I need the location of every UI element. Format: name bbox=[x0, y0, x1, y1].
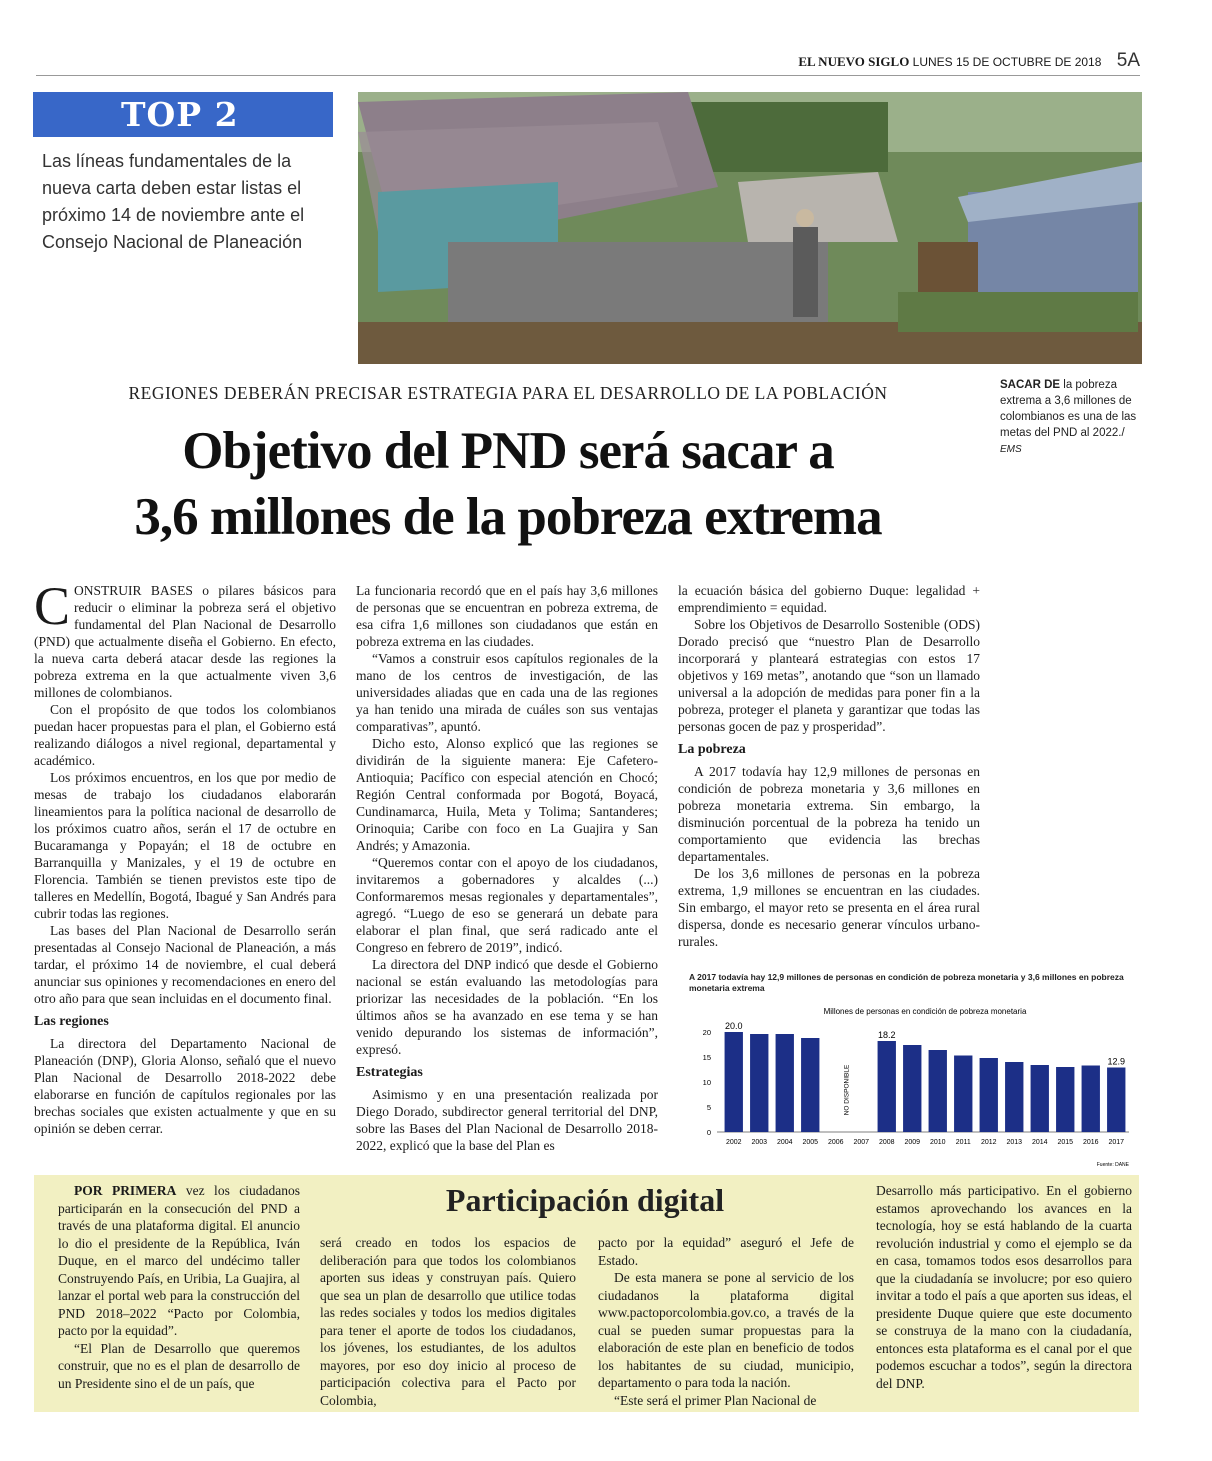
x-tick-label: 2016 bbox=[1082, 1139, 1099, 1146]
box-lead: POR PRIMERA bbox=[74, 1183, 177, 1198]
caption-lead: SACAR DE bbox=[1000, 379, 1061, 391]
article-photo bbox=[358, 92, 1142, 364]
paragraph: Desarrollo más participativo. En el gobierno estamos aprovechando los avances en la tecnología, hoy se está hablando de la cuarta revolución industrial y como el ejemplo se da en casa, tomamos todos esos desarrollos para que la ciudadanía se involucre; por eso quiero invitar a todo el país a que aporten sus ideas, el presidente Duque quiere que este documento se construya de la mano con la ciudadanía, entonces esta plataforma es el canal por el que podemos escuchar a todos”, según la directora del DNP. bbox=[876, 1183, 1132, 1391]
paragraph: Asimismo y en una presentación realizada por Diego Dorado, subdirector general territorial del DNP, sobre las Bases del Plan Nacional de Desarrollo 2018-2022, explicó que la base del Plan es bbox=[356, 1087, 658, 1153]
x-tick-label: 2006 bbox=[827, 1139, 844, 1146]
chart-source: Fuente: DANE bbox=[1096, 1162, 1129, 1168]
chart-subtitle: Millones de personas en condición de pobreza monetaria bbox=[823, 1007, 1027, 1016]
y-tick-label: 0 bbox=[706, 1128, 711, 1137]
poverty-chart bbox=[677, 970, 1143, 1175]
y-tick-label: 10 bbox=[702, 1078, 711, 1087]
x-tick-label: 2015 bbox=[1057, 1139, 1074, 1146]
bar-2011 bbox=[954, 1056, 972, 1133]
top-summary: Las líneas fundamentales de la nueva carta deben estar listas el próximo 14 de noviembre ante el Consejo Nacional de Planeación bbox=[42, 151, 305, 252]
bar-2010 bbox=[929, 1050, 947, 1132]
bar-2004 bbox=[776, 1034, 794, 1132]
box-column-3 bbox=[598, 1234, 854, 1409]
masthead bbox=[36, 50, 1140, 76]
missing-data-label: NO DISPONIBLE bbox=[843, 1064, 851, 1116]
caption-credit: EMS bbox=[1000, 444, 1022, 455]
poverty-bar-chart bbox=[677, 970, 1143, 1175]
paragraph: Sobre los Objetivos de Desarrollo Sostenible (ODS) Dorado precisó que “nuestro Plan de Desarrollo incorporará y planteará estrategias con estos 17 objetivos y 169 metas”, anotando que “son un llamado universal a la adopción de medidas para poner fin a la pobreza, proteger el planeta y garantizar que todas las personas gocen de paz y prosperidad”. bbox=[678, 617, 980, 734]
shanty-town-photo bbox=[358, 92, 1142, 364]
paragraph: La directora del Departamento Nacional de Planeación (DNP), Gloria Alonso, señaló que el nuevo Plan Nacional de Desarrollo 2018-2022 debe elaborarse en función de capítulos regionales por las brechas sociales que existen actualmente y que en su opinión se deben cerrar. bbox=[34, 1036, 336, 1136]
headline-line-1: Objetivo del PND será sacar a bbox=[182, 422, 834, 480]
page-number: 5A bbox=[1116, 50, 1140, 71]
bar-2002 bbox=[725, 1032, 743, 1132]
paragraph: será creado en todos los espacios de deliberación para que todos los colombianos aporten sus ideas y construyan país. Quiero que sea un plan de desarrollo que utilice todas las redes sociales y todos los medios digitales para tener el aporte de todos los ciudadanos, los jóvenes, los estudiantes, de los adultos mayores, por eso doy inicio al proceso de participación colectiva para el Pacto por Colombia, bbox=[320, 1235, 576, 1408]
y-tick-label: 20 bbox=[702, 1028, 711, 1037]
x-tick-label: 2005 bbox=[802, 1139, 819, 1146]
x-tick-label: 2017 bbox=[1108, 1139, 1125, 1146]
paragraph: Dicho esto, Alonso explicó que las regiones se dividirán de la siguiente manera: Eje Cafetero-Antioquia; Pacífico con especial atención en Chocó; Región Central conformada por Bogotá, Boyacá, Cundinamarca, Huila, Meta y Tolima; Santanderes; Orinoquia; Caribe con foco en La Guajira y San Andrés; y Amazonia. bbox=[356, 736, 658, 853]
article-column-1 bbox=[34, 576, 336, 1137]
chart-heading: A 2017 todavía hay 12,9 millones de personas en condición de pobreza monetaria y 3,6 millones en pobreza monetaria extrema bbox=[689, 972, 1124, 993]
subheading: La pobreza bbox=[678, 742, 746, 757]
x-tick-label: 2003 bbox=[751, 1139, 768, 1146]
x-tick-label: 2013 bbox=[1006, 1139, 1023, 1146]
paragraph: Con el propósito de que todos los colombianos puedan hacer propuestas para el plan, el Gobierno está realizando diálogos a nivel regional, departamental y académico. bbox=[34, 702, 336, 768]
top-banner: TOP 2 bbox=[33, 92, 333, 137]
paragraph: “Queremos contar con el apoyo de los ciudadanos, invitaremos a gobernadores y alcaldes (...) Conformaremos mesas regionales y departamentales”, agregó. “Luego de eso se generará un debate para elaborar el plan final, que será radicado ante el Congreso en febrero de 2019”, indicó. bbox=[356, 855, 658, 955]
x-tick-label: 2004 bbox=[776, 1139, 793, 1146]
paragraph: De los 3,6 millones de personas en la pobreza extrema, 1,9 millones se encuentran en las ciudades. Sin embargo, el mayor reto se presenta en el área rural dispersa, donde es necesario generar vínculos urbano-rurales. bbox=[678, 866, 980, 949]
x-tick-label: 2010 bbox=[929, 1139, 946, 1146]
data-label-2002: 20.0 bbox=[724, 1021, 743, 1031]
bar-2008 bbox=[878, 1041, 896, 1132]
headline-line-2: 3,6 millones de la pobreza extrema bbox=[134, 488, 882, 546]
data-label-2008: 18.2 bbox=[877, 1030, 896, 1040]
photo-caption bbox=[1000, 377, 1150, 458]
issue-date: LUNES 15 DE OCTUBRE DE 2018 bbox=[912, 55, 1102, 69]
x-tick-label: 2012 bbox=[980, 1139, 997, 1146]
paragraph: Los próximos encuentros, en los que por medio de mesas de trabajo los ciudadanos elaborarán lineamientos para la política nacional de desarrollo de los próximos cuatro años, serán el 17 de octubre en Bucaramanga y Popayán; el 18 de octubre en Barranquilla y Manizales, y el 19 de octubre en Florencia. También se tienen previstos este tipo de talleres en Medellín, Bogotá, Ibagué y San Andrés para cubrir todas las regiones. bbox=[34, 770, 336, 921]
kicker: REGIONES DEBERÁN PRECISAR ESTRATEGIA PARA EL DESARROLLO DE LA POBLACIÓN bbox=[128, 383, 888, 403]
newspaper-name: EL NUEVO SIGLO bbox=[798, 54, 910, 69]
paragraph: A 2017 todavía hay 12,9 millones de personas en condición de pobreza monetaria y 3,6 millones en pobreza monetaria extrema. Sin embargo, la disminución porcentual de la pobreza ha tenido un comportamiento que evidencia las brechas departamentales. bbox=[678, 764, 980, 864]
bar-2015 bbox=[1056, 1067, 1074, 1132]
bar-2005 bbox=[801, 1038, 819, 1132]
bar-2016 bbox=[1082, 1066, 1100, 1133]
caption-text: la pobreza extrema a 3,6 millones de colombianos es una de las metas del PND al 2022./ bbox=[1000, 379, 1137, 439]
paragraph: La directora del DNP indicó que desde el Gobierno nacional se están evaluando las metodologías para priorizar las necesidades de la población. “En los últimos años se ha avanzado en ese tema y se han venido depurando los sistemas de información”, expresó. bbox=[356, 957, 658, 1057]
x-tick-label: 2014 bbox=[1031, 1139, 1048, 1146]
box-column-2 bbox=[320, 1234, 576, 1409]
drop-cap: C bbox=[34, 576, 71, 636]
x-tick-label: 2007 bbox=[853, 1139, 870, 1146]
paragraph: “Este será el primer Plan Nacional de bbox=[614, 1392, 817, 1408]
article-column-2 bbox=[356, 582, 658, 1154]
paragraph: De esta manera se pone al servicio de los ciudadanos la plataforma digital www.pactoporcolombia.gov.co, a través de la cual se pueden sumar propuestas para la elaboración de este plan en beneficio de todos los habitantes de su ciudad, municipio, departamento o para toda la nación. bbox=[598, 1270, 854, 1390]
x-tick-label: 2002 bbox=[725, 1139, 742, 1146]
x-tick-label: 2011 bbox=[955, 1139, 971, 1146]
data-label-2017: 12.9 bbox=[1107, 1056, 1126, 1067]
x-tick-label: 2008 bbox=[878, 1139, 895, 1146]
article-column-3 bbox=[678, 582, 980, 950]
x-tick-label: 2009 bbox=[904, 1139, 921, 1146]
paragraph: Las bases del Plan Nacional de Desarrollo serán presentadas al Consejo Nacional de Planeación, a más tardar, el próximo 14 de noviembre, el cual deberá anunciar sus opiniones y recomendaciones en enero del otro año para que sean incluidas en el documento final. bbox=[34, 923, 336, 1006]
bar-2003 bbox=[750, 1034, 768, 1132]
paragraph: CONSTRUIR BASES o pilares básicos para reducir o eliminar la pobreza será el objetivo fundamental del Plan Nacional de Desarrollo (PND) que actualmente diseña el Gobierno. En efecto, la nueva carta deberá atacar desde las regiones la pobreza extrema en la que actualmente viven 3,6 millones de colombianos. bbox=[34, 576, 336, 700]
bar-2012 bbox=[980, 1058, 998, 1132]
headline bbox=[36, 418, 980, 550]
box-title: Participación digital bbox=[445, 1182, 725, 1218]
y-tick-label: 15 bbox=[702, 1053, 711, 1062]
bar-2009 bbox=[903, 1045, 921, 1132]
box-column-1 bbox=[58, 1182, 300, 1392]
subheading: Estrategias bbox=[356, 1065, 423, 1080]
paragraph: La funcionaria recordó que en el país hay 3,6 millones de personas que se encuentran en pobreza extrema, de esa cifra 1,6 millones son ciudadanos que están en pobreza extrema en las ciudades. bbox=[356, 583, 658, 649]
paragraph: POR PRIMERA vez los ciudadanos participarán en la consecución del PND a través de una plataforma digital. El anuncio lo dio el presidente de la República, Iván Duque, en el marco del undécimo taller Construyendo País, en Uribia, La Guajira, al lanzar el portal web para la construcción del PND 2018–2022 “Pacto por Colombia, pacto por la equidad”. bbox=[58, 1183, 300, 1338]
box-column-4 bbox=[876, 1182, 1132, 1392]
paragraph: “El Plan de Desarrollo que queremos construir, que no es el plan de desarrollo de un Presidente sino el de un país, que bbox=[58, 1340, 300, 1391]
paragraph: “Vamos a construir esos capítulos regionales de la mano de los centros de investigación, de las universidades aliadas que en cada una de las regiones ya han tenido una mirada de cuáles son sus ventajas comparativas”, apuntó. bbox=[356, 651, 658, 734]
paragraph: la ecuación básica del gobierno Duque: legalidad + emprendimiento = equidad. bbox=[678, 583, 980, 615]
bar-2017 bbox=[1107, 1068, 1125, 1133]
paragraph: pacto por la equidad” aseguró el Jefe de Estado. bbox=[598, 1235, 854, 1268]
subheading: Las regiones bbox=[34, 1014, 109, 1029]
bar-2013 bbox=[1005, 1062, 1023, 1132]
bar-2014 bbox=[1031, 1065, 1049, 1132]
y-tick-label: 5 bbox=[706, 1103, 711, 1112]
